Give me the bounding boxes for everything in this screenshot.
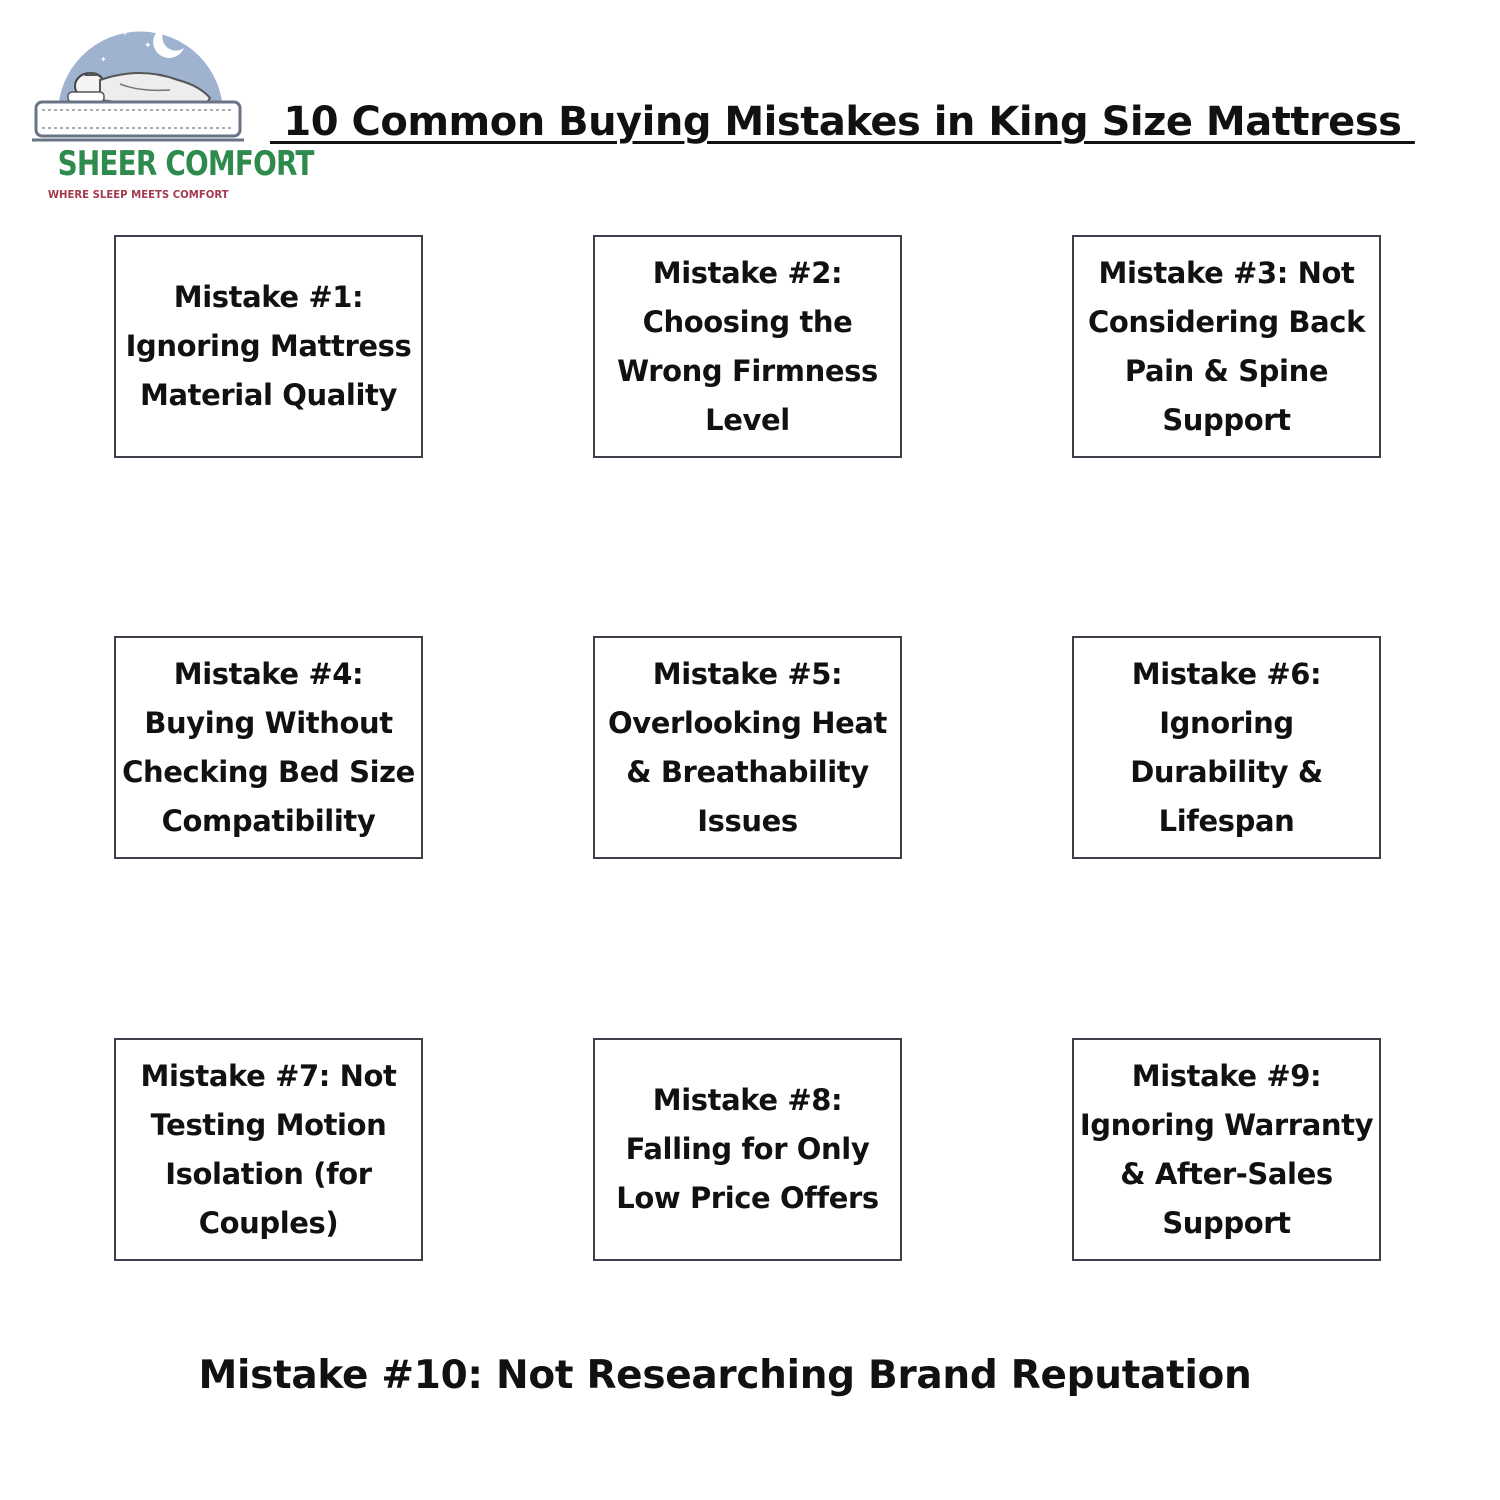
mistake-card-text: Mistake #9: Ignoring Warranty & After-Sales Support (1079, 1058, 1374, 1240)
mistake-card-text: Mistake #5: Overlooking Heat & Breathability Issues (607, 656, 887, 838)
svg-text:✦: ✦ (100, 55, 107, 64)
mistake-card-text: Mistake #2: Choosing the Wrong Firmness Level (617, 255, 878, 437)
brand-tagline: WHERE SLEEP MEETS COMFORT (47, 188, 229, 201)
svg-text:✦: ✦ (212, 72, 218, 80)
brand-logo (28, 4, 314, 204)
mistake-card-text: Mistake #6: Ignoring Durability & Lifespan (1130, 656, 1323, 838)
mistake-card-text: Mistake #4: Buying Without Checking Bed Size Compatibility (122, 656, 415, 838)
mistake-card-text: Mistake #1: Ignoring Mattress Material Quality (125, 280, 412, 412)
mistake-card (114, 1038, 423, 1261)
mistake-card (1072, 235, 1381, 458)
mistake-card (1072, 1038, 1381, 1261)
sleeping-person-mattress-icon (28, 4, 248, 149)
mistake-card-text: Mistake #7: Not Testing Motion Isolation (for Couples) (140, 1058, 397, 1240)
mistake-card (114, 636, 423, 859)
mistake-card (593, 1038, 902, 1261)
svg-text:✦: ✦ (120, 25, 131, 39)
mistake-card (114, 235, 423, 458)
mistake-card-text: Mistake #8: Falling for Only Low Price Offers (616, 1083, 879, 1215)
svg-text:✦: ✦ (144, 41, 152, 51)
mistake-card (593, 636, 902, 859)
svg-text:✦: ✦ (198, 47, 206, 57)
page-title: 10 Common Buying Mistakes in King Size Mattress (270, 99, 1415, 145)
mistake-card (1072, 636, 1381, 859)
mistake-card-text: Mistake #3: Not Considering Back Pain & Spine Support (1088, 255, 1365, 437)
final-mistake: Mistake #10: Not Researching Brand Reputation (198, 1353, 1252, 1398)
brand-name: SHEER COMFORT (57, 144, 314, 184)
mistake-card (593, 235, 902, 458)
